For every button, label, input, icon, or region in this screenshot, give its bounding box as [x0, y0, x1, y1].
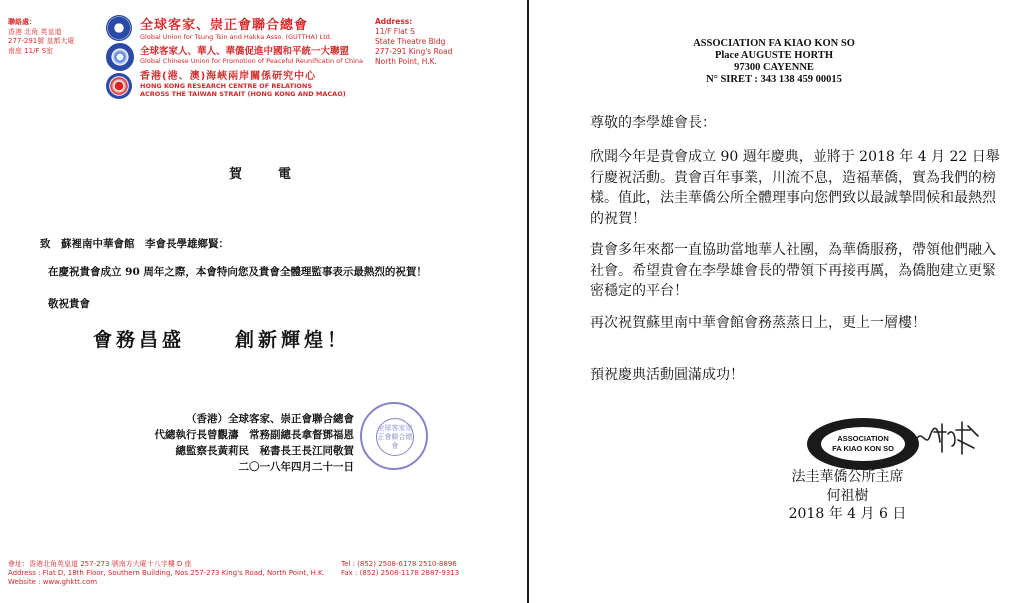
recipient-line: 致 蘇裡南中華會館 李會長學雄鄉賢： — [40, 238, 229, 250]
letterhead-footer — [8, 560, 513, 587]
letterhead-address — [375, 17, 452, 67]
document-title: 賀電 — [228, 167, 327, 182]
association-header — [532, 38, 1016, 86]
right-letter — [532, 0, 1016, 603]
signature-date: 2018 年 4 月 6 日 — [788, 506, 907, 522]
signature-name: 何祖樹 — [826, 487, 869, 504]
org-name-en: Global Union for Tsung Tsin and Hakka Asso. (GUTTHA) Ltd. — [140, 33, 332, 41]
footer-phones — [341, 560, 459, 578]
signature-block — [780, 468, 915, 524]
address-line: State Theatre Bldg — [375, 37, 446, 46]
slogan-part-1: 會務昌盛 — [93, 329, 186, 351]
union-name-en: Global Chinese Union for Promotion of Peaceful Reunificatin of China — [140, 57, 364, 65]
contact-label: 聯絡處： — [8, 18, 36, 26]
union-name-cn: 全球客家人、華人、華僑促進中國和平統一大聯盟 — [140, 46, 350, 57]
greeting: 尊敬的李學雄會長： — [590, 115, 716, 131]
research-centre-logo-icon — [106, 73, 132, 99]
globe-logo-icon — [106, 43, 134, 71]
paragraph-4: 預祝慶典活動圓滿成功！ — [590, 367, 744, 383]
slogan — [93, 325, 400, 352]
signature-line: 代總執行長曾觀濤 常務副總長拿督鄧福恩 — [154, 429, 354, 441]
header-line: ASSOCIATION FA KIAO KON SO — [693, 38, 855, 49]
centre-name-en-1: HONG KONG RESEARCH CENTRE OF RELATIONS — [140, 82, 313, 90]
footer-website: Website : www.ghktt.com — [8, 578, 98, 586]
seal-text: 全球客家崇正會聯合總會 — [376, 418, 414, 456]
signature-date: 二〇一八年四月二十一日 — [238, 461, 354, 473]
signature-block — [132, 411, 354, 475]
centre-name-en-2: ACROSS THE TAIWAN STRAIT (HONG KONG AND MACAO) — [140, 90, 346, 98]
official-seal-icon — [360, 402, 428, 470]
page-divider — [527, 0, 529, 603]
letterhead-logos — [106, 15, 136, 101]
paragraph-3: 再次祝賀蘇里南中華會館會務蒸蒸日上，更上一層樓！ — [590, 315, 926, 331]
stamp-inner — [821, 427, 905, 461]
stamp-line-1: ASSOCIATION — [837, 434, 889, 443]
footer-fax: Fax : (852) 2508-1178 2887-9313 — [341, 569, 460, 577]
association-stamp-icon — [807, 418, 919, 470]
wish-line: 敬祝貴會 — [48, 298, 90, 310]
footer-tel: Tel : (852) 2508-6178 2510-8896 — [341, 560, 457, 568]
address-label: Address: — [375, 17, 413, 26]
footer-address-cn: 會址：香港北角英皇道 257-273 號南方大廈十八字樓 D 座 — [8, 560, 192, 568]
address-line: 277-291 King's Road — [375, 47, 453, 56]
org-name-cn: 全球客家、崇正會聯合總會 — [140, 18, 309, 33]
contact-line: 南座 11/F S室 — [8, 46, 54, 55]
paragraph-2: 貴會多年來都一直協助當地華人社團，為華僑服務，帶領他們融入社會。希望貴會在李學雄會長的帶領下再接再厲，為僑胞建立更緊密穩定的平台！ — [590, 242, 996, 299]
letterhead-organizations — [140, 14, 370, 98]
address-line: 11/F Flat S — [375, 27, 415, 36]
header-line: N° SIRET : 343 138 459 00015 — [706, 74, 842, 85]
slogan-part-2: 創新輝煌！ — [235, 329, 351, 351]
footer-address-en: Address : Flat D, 18th Floor, Southern Building, Nos.257-273 King's Road, North Point, H.K. — [8, 569, 325, 577]
handwritten-signature-icon — [912, 418, 982, 458]
congratulation-body: 在慶祝貴會成立 90 周年之際，本會特向您及貴會全體理監事表示最熱烈的祝賀！ — [48, 266, 427, 278]
contact-line: 277-291號 皇都大廈 — [8, 37, 75, 45]
letterhead-contact — [8, 18, 74, 56]
header-line: Place AUGUSTE HORTH — [714, 50, 834, 61]
signature-line: 總監察長黃莉民 秘書長王長江同敬賀 — [175, 445, 354, 457]
signature-line: （香港）全球客家、崇正會聯合總會 — [186, 413, 354, 425]
guttha-logo-icon — [106, 15, 132, 41]
address-line: North Point, H.K. — [375, 57, 437, 66]
signature-title: 法圭華僑公所主席 — [791, 469, 904, 485]
paragraph-1: 欣聞今年是貴會成立 90 週年慶典，並將于 2018 年 4 月 22 日舉行慶祝活動。貴會百年事業，川流不息，造福華僑，實為我們的榜樣。值此，法圭華僑公所全體理事向您們致以最誠摯問候和最熱烈的祝賀！ — [590, 149, 1000, 227]
contact-line: 香港 北角 英皇道 — [8, 27, 62, 36]
stamp-line-2: FA KIAO KON SO — [832, 444, 894, 453]
centre-name-cn: 香港(港、澳)海峽兩岸關係研究中心 — [140, 71, 317, 82]
header-line: 97300 CAYENNE — [734, 62, 814, 73]
